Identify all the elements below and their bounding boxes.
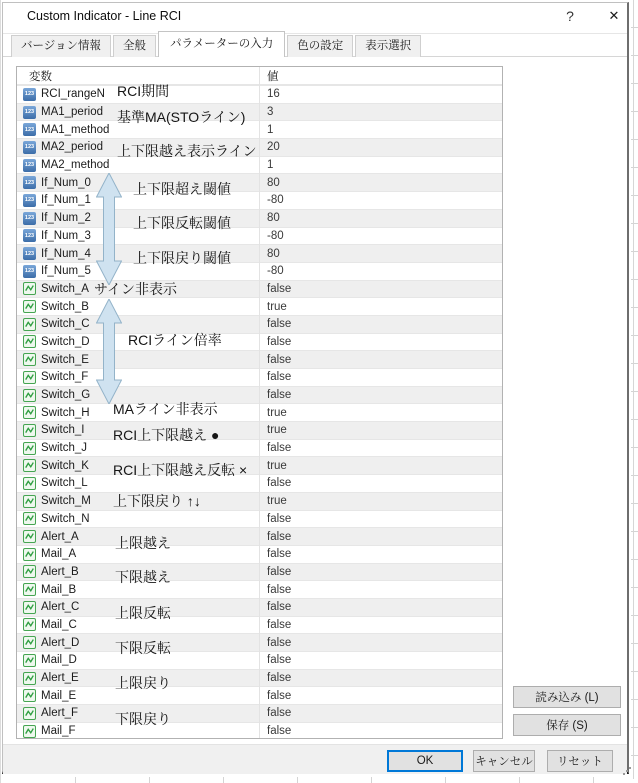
tab-bar bbox=[11, 31, 423, 57]
param-name: Switch_I bbox=[41, 424, 85, 437]
param-value[interactable]: false bbox=[267, 353, 292, 366]
bool-param-icon bbox=[23, 654, 36, 667]
param-value[interactable]: 80 bbox=[267, 212, 280, 225]
param-name: Switch_L bbox=[41, 477, 88, 490]
param-value[interactable]: false bbox=[267, 707, 292, 720]
save-button[interactable]: 保存 (S) bbox=[513, 714, 621, 736]
bool-param-icon bbox=[23, 459, 36, 472]
param-name: Mail_F bbox=[41, 725, 76, 738]
table-header-value: 値 bbox=[267, 70, 279, 83]
bool-param-icon bbox=[23, 282, 36, 295]
param-name: Mail_C bbox=[41, 618, 77, 631]
bool-param-icon bbox=[23, 424, 36, 437]
numeric-param-icon: 123 bbox=[23, 176, 36, 189]
annotation-label: 上下限戻り ↑↓ bbox=[113, 493, 201, 509]
double-arrow bbox=[96, 299, 122, 404]
param-value[interactable]: 16 bbox=[267, 88, 280, 101]
tab-1[interactable]: 全般 bbox=[113, 35, 156, 57]
spreadsheet-gridline bbox=[633, 0, 634, 779]
numeric-param-icon: 123 bbox=[23, 229, 36, 242]
param-value[interactable]: true bbox=[267, 300, 287, 313]
param-value[interactable]: true bbox=[267, 424, 287, 437]
param-value[interactable]: false bbox=[267, 512, 292, 525]
param-value[interactable]: false bbox=[267, 565, 292, 578]
resize-grip[interactable] bbox=[620, 764, 628, 772]
param-value[interactable]: false bbox=[267, 371, 292, 384]
param-name: Switch_J bbox=[41, 442, 88, 455]
param-name: Mail_D bbox=[41, 654, 77, 667]
param-value[interactable]: false bbox=[267, 548, 292, 561]
annotation-label: 上下限越え表示ライン bbox=[117, 143, 257, 159]
param-name: If_Num_2 bbox=[41, 212, 91, 225]
param-name: Switch_M bbox=[41, 495, 91, 508]
param-value[interactable]: 1 bbox=[267, 123, 274, 136]
param-value[interactable]: 3 bbox=[267, 106, 274, 119]
param-value[interactable]: 80 bbox=[267, 176, 280, 189]
spreadsheet-gridline bbox=[0, 0, 1, 783]
annotation-label: 上下限超え閾値 bbox=[133, 181, 231, 197]
numeric-param-icon: 123 bbox=[23, 194, 36, 207]
double-arrow bbox=[96, 173, 122, 285]
param-value[interactable]: true bbox=[267, 459, 287, 472]
bool-param-icon bbox=[23, 618, 36, 631]
param-value[interactable]: false bbox=[267, 636, 292, 649]
param-name: Switch_K bbox=[41, 459, 89, 472]
param-value[interactable]: false bbox=[267, 618, 292, 631]
table-header-variable: 変数 bbox=[29, 70, 52, 83]
param-name: MA2_period bbox=[41, 141, 104, 154]
tab-0[interactable]: バージョン情報 bbox=[11, 35, 111, 57]
numeric-param-icon: 123 bbox=[23, 265, 36, 278]
param-value[interactable]: false bbox=[267, 477, 292, 490]
param-name: Alert_D bbox=[41, 636, 80, 649]
param-name: If_Num_3 bbox=[41, 229, 91, 242]
bool-param-icon bbox=[23, 371, 36, 384]
tab-4[interactable]: 表示選択 bbox=[355, 35, 421, 57]
bool-param-icon bbox=[23, 707, 36, 720]
param-value[interactable]: false bbox=[267, 601, 292, 614]
bool-param-icon bbox=[23, 389, 36, 402]
param-value[interactable]: true bbox=[267, 495, 287, 508]
annotation-label: RCIライン倍率 bbox=[128, 332, 222, 348]
param-value[interactable]: false bbox=[267, 583, 292, 596]
param-name: Switch_E bbox=[41, 353, 89, 366]
annotation-label: RCI上下限越え ● bbox=[113, 427, 220, 443]
param-name: If_Num_0 bbox=[41, 176, 91, 189]
annotation-label: 下限越え bbox=[115, 569, 171, 585]
param-value[interactable]: false bbox=[267, 654, 292, 667]
bool-param-icon bbox=[23, 495, 36, 508]
annotation-label: RCI上下限越え反転 × bbox=[113, 462, 248, 478]
annotation-label: MAライン非表示 bbox=[113, 401, 218, 417]
annotation-label: RCI期間 bbox=[117, 83, 170, 99]
param-name: Mail_A bbox=[41, 548, 77, 561]
bool-param-icon bbox=[23, 548, 36, 561]
param-value[interactable]: false bbox=[267, 335, 292, 348]
param-value[interactable]: 20 bbox=[267, 141, 280, 154]
bool-param-icon bbox=[23, 636, 36, 649]
param-name: Mail_E bbox=[41, 689, 77, 702]
bool-param-icon bbox=[23, 601, 36, 614]
cancel-button[interactable]: キャンセル bbox=[473, 750, 535, 772]
help-button[interactable]: ? bbox=[566, 8, 574, 24]
parameters-table bbox=[16, 66, 503, 739]
numeric-param-icon: 123 bbox=[23, 88, 36, 101]
param-name: Switch_N bbox=[41, 512, 90, 525]
param-value[interactable]: false bbox=[267, 442, 292, 455]
param-name: MA1_method bbox=[41, 123, 110, 136]
numeric-param-icon: 123 bbox=[23, 247, 36, 260]
param-name: Switch_D bbox=[41, 335, 90, 348]
annotation-label: サイン非表示 bbox=[94, 281, 178, 297]
param-name: MA2_method bbox=[41, 159, 110, 172]
bool-param-icon bbox=[23, 442, 36, 455]
param-name: Alert_A bbox=[41, 530, 79, 543]
bool-param-icon bbox=[23, 353, 36, 366]
annotation-label: 下限戻り bbox=[115, 711, 171, 727]
param-value[interactable]: 1 bbox=[267, 159, 274, 172]
param-name: Alert_C bbox=[41, 601, 80, 614]
bool-param-icon bbox=[23, 335, 36, 348]
tab-2-active[interactable]: パラメーターの入力 bbox=[158, 31, 285, 57]
dialog-title: Custom Indicator - Line RCI bbox=[27, 9, 182, 23]
spreadsheet-gridline-ticks bbox=[0, 777, 638, 783]
annotation-label: 下限反転 bbox=[115, 640, 171, 656]
annotation-label: 上下限反転閾値 bbox=[133, 215, 231, 231]
bool-param-icon bbox=[23, 530, 36, 543]
param-name: Switch_G bbox=[41, 389, 91, 402]
annotation-label: 上限越え bbox=[115, 535, 171, 551]
param-name: Switch_A bbox=[41, 282, 89, 295]
param-name: Switch_B bbox=[41, 300, 89, 313]
numeric-param-icon: 123 bbox=[23, 141, 36, 154]
bool-param-icon bbox=[23, 672, 36, 685]
param-value[interactable]: -80 bbox=[267, 265, 284, 278]
column-divider bbox=[259, 67, 260, 738]
bool-param-icon bbox=[23, 512, 36, 525]
param-name: Alert_E bbox=[41, 672, 79, 685]
bool-param-icon bbox=[23, 300, 36, 313]
param-value[interactable]: false bbox=[267, 725, 292, 738]
param-name: If_Num_1 bbox=[41, 194, 91, 207]
bool-param-icon bbox=[23, 565, 36, 578]
param-value[interactable]: true bbox=[267, 406, 287, 419]
tab-3[interactable]: 色の設定 bbox=[287, 35, 353, 57]
param-name: Mail_B bbox=[41, 583, 77, 596]
param-value[interactable]: -80 bbox=[267, 229, 284, 242]
param-value[interactable]: -80 bbox=[267, 194, 284, 207]
param-name: If_Num_5 bbox=[41, 265, 91, 278]
annotation-label: 上限反転 bbox=[115, 605, 171, 621]
param-value[interactable]: false bbox=[267, 389, 292, 402]
param-value[interactable]: false bbox=[267, 318, 292, 331]
bool-param-icon bbox=[23, 725, 36, 738]
param-name: Switch_F bbox=[41, 371, 89, 384]
numeric-param-icon: 123 bbox=[23, 106, 36, 119]
param-value[interactable]: false bbox=[267, 530, 292, 543]
annotation-label: 上下限戻り閾値 bbox=[133, 250, 231, 266]
param-name: MA1_period bbox=[41, 106, 104, 119]
ok-button[interactable]: OK bbox=[387, 750, 463, 772]
annotation-label: 上限戻り bbox=[115, 675, 171, 691]
bool-param-icon bbox=[23, 689, 36, 702]
load-button[interactable]: 読み込み (L) bbox=[513, 686, 621, 708]
param-value[interactable]: false bbox=[267, 282, 292, 295]
param-value[interactable]: false bbox=[267, 672, 292, 685]
reset-button[interactable]: リセット bbox=[547, 750, 613, 772]
param-name: If_Num_4 bbox=[41, 247, 91, 260]
param-value[interactable]: 80 bbox=[267, 247, 280, 260]
param-name: Alert_F bbox=[41, 707, 79, 720]
numeric-param-icon: 123 bbox=[23, 123, 36, 136]
param-value[interactable]: false bbox=[267, 689, 292, 702]
param-name: Switch_C bbox=[41, 318, 90, 331]
numeric-param-icon: 123 bbox=[23, 212, 36, 225]
bool-param-icon bbox=[23, 583, 36, 596]
bool-param-icon bbox=[23, 318, 36, 331]
bool-param-icon bbox=[23, 477, 36, 490]
annotation-label: 基準MA(STOライン) bbox=[117, 109, 246, 125]
param-name: Switch_H bbox=[41, 406, 90, 419]
param-name: Alert_B bbox=[41, 565, 79, 578]
param-name: RCI_rangeN bbox=[41, 88, 105, 101]
bool-param-icon bbox=[23, 406, 36, 419]
close-icon[interactable]: ✕ bbox=[608, 8, 620, 23]
numeric-param-icon: 123 bbox=[23, 159, 36, 172]
